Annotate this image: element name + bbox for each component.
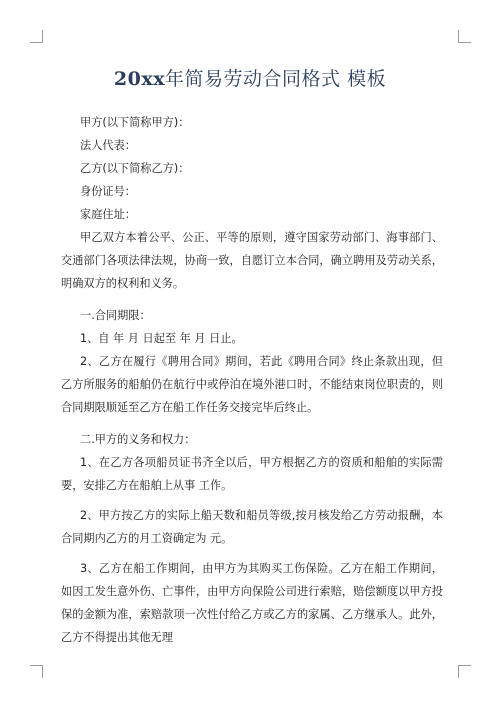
corner-mark-top-right: [458, 30, 471, 43]
document-title: [0, 64, 500, 91]
clause-1-2: 2、乙方在履行《聘用合同》期间，若此《聘用合同》终止条款出现，但乙方所服务的船舶仍在航行中或停泊在境外港口时，不能结束岗位职责的，则合同期限顺延至乙方在船工作任务交接完毕后终止。: [61, 355, 443, 414]
corner-mark-bottom-left: [30, 665, 43, 678]
clause-1-1: 1、自 年 月 日起至 年 月 日止。: [80, 332, 243, 345]
home-address-line: 家庭住址：: [80, 208, 136, 221]
section-2-heading: 二.甲方的义务和权力：: [80, 433, 196, 446]
preamble-paragraph: 甲乙双方本着公平、公正、平等的原则，遵守国家劳动部门、海事部门、交通部门各项法律法规，协商一致，自愿订立本合同，确立聘用及劳动关系，明确双方的权利和义务。: [61, 231, 443, 290]
legal-representative-line: 法人代表：: [80, 139, 136, 152]
section-1-heading: 一.合同期限：: [80, 309, 151, 322]
clause-2-3: 3、乙方在船工作期间，由甲方为其购买工伤保险。乙方在船工作期间，如因工发生意外伤、亡事件，由甲方向保险公司进行索赔，赔偿额度以甲方投保的金额为准，索赔款项一次性付给乙方或乙方的家属、乙方继承人。此外，乙方不得提出其他无理: [61, 562, 443, 644]
title-text: 年简易劳动合同格式 模板: [165, 68, 387, 90]
id-number-line: 身份证号：: [80, 185, 136, 198]
corner-mark-bottom-right: [458, 665, 471, 678]
party-a-line: 甲方(以下简称甲方)：: [80, 116, 190, 129]
party-b-line: 乙方(以下简称乙方)：: [80, 162, 190, 175]
corner-mark-top-left: [30, 30, 43, 43]
clause-2-2: 2、甲方按乙方的实际上船天数和船员等级,按月核发给乙方劳动报酬，本合同期内乙方的月工资确定为 元。: [61, 509, 443, 545]
title-year: 20xx: [113, 68, 166, 90]
clause-2-1: 1、在乙方各项船员证书齐全以后，甲方根据乙方的资质和船舶的实际需要，安排乙方在船舶上从事 工作。: [61, 456, 443, 492]
